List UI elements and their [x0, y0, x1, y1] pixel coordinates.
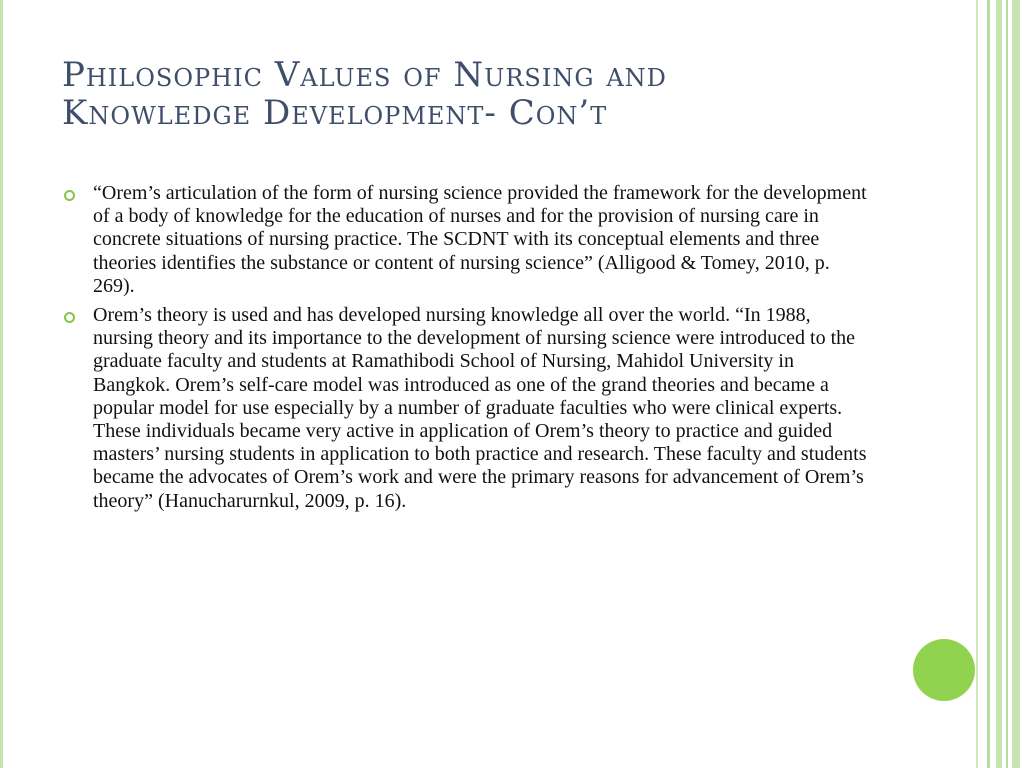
bullet-circle-icon: [64, 312, 75, 323]
green-circle-decoration: [913, 639, 975, 701]
bullet-text-2: Orem’s theory is used and has developed nursing knowledge all over the world. “In 1988, nursing theory and its importance to the development of nursing science were introduced to the graduate faculty and students at Ramathibodi School of Nursing, Mahidol University in Bangkok. Orem’s self-care model was introduced as one of the grand theories and became a popular model for use especially by a number of graduate faculties who were clinical experts. These individuals became very active in application of Orem’s theory to practice and guided masters’ nursing students in application to both practice and research. These faculty and students became the advocates of Orem’s work and were the primary reasons for advancement of Orem’s theory” (Hanucharurnkul, 2009, p. 16).: [93, 304, 867, 512]
slide-title: [62, 56, 922, 133]
stripe-5: [1012, 0, 1020, 768]
bullet-text-1: “Orem’s articulation of the form of nursing science provided the framework for the development of a body of knowledge for the education of nurses and for the provision of nursing care in concrete situations of nursing practice. The SCDNT with its conceptual elements and three theories identifies the substance or content of nursing science” (Alligood & Tomey, 2010, p. 269).: [93, 182, 867, 297]
left-border-decoration: [0, 0, 3, 768]
bullet-list: [62, 182, 872, 519]
slide-title-line-1: Philosophic Values of Nursing and: [62, 55, 667, 95]
stripe-4: [1006, 0, 1008, 768]
bullet-item-2: [62, 304, 872, 513]
bullet-item-1: [62, 182, 872, 298]
stripe-3: [996, 0, 1002, 768]
slide-title-line-2: Knowledge Development- Con’t: [62, 93, 608, 134]
stripe-1: [976, 0, 978, 768]
stripe-2: [987, 0, 990, 768]
bullet-circle-icon: [64, 190, 75, 201]
right-stripe-decoration: [976, 0, 1024, 768]
